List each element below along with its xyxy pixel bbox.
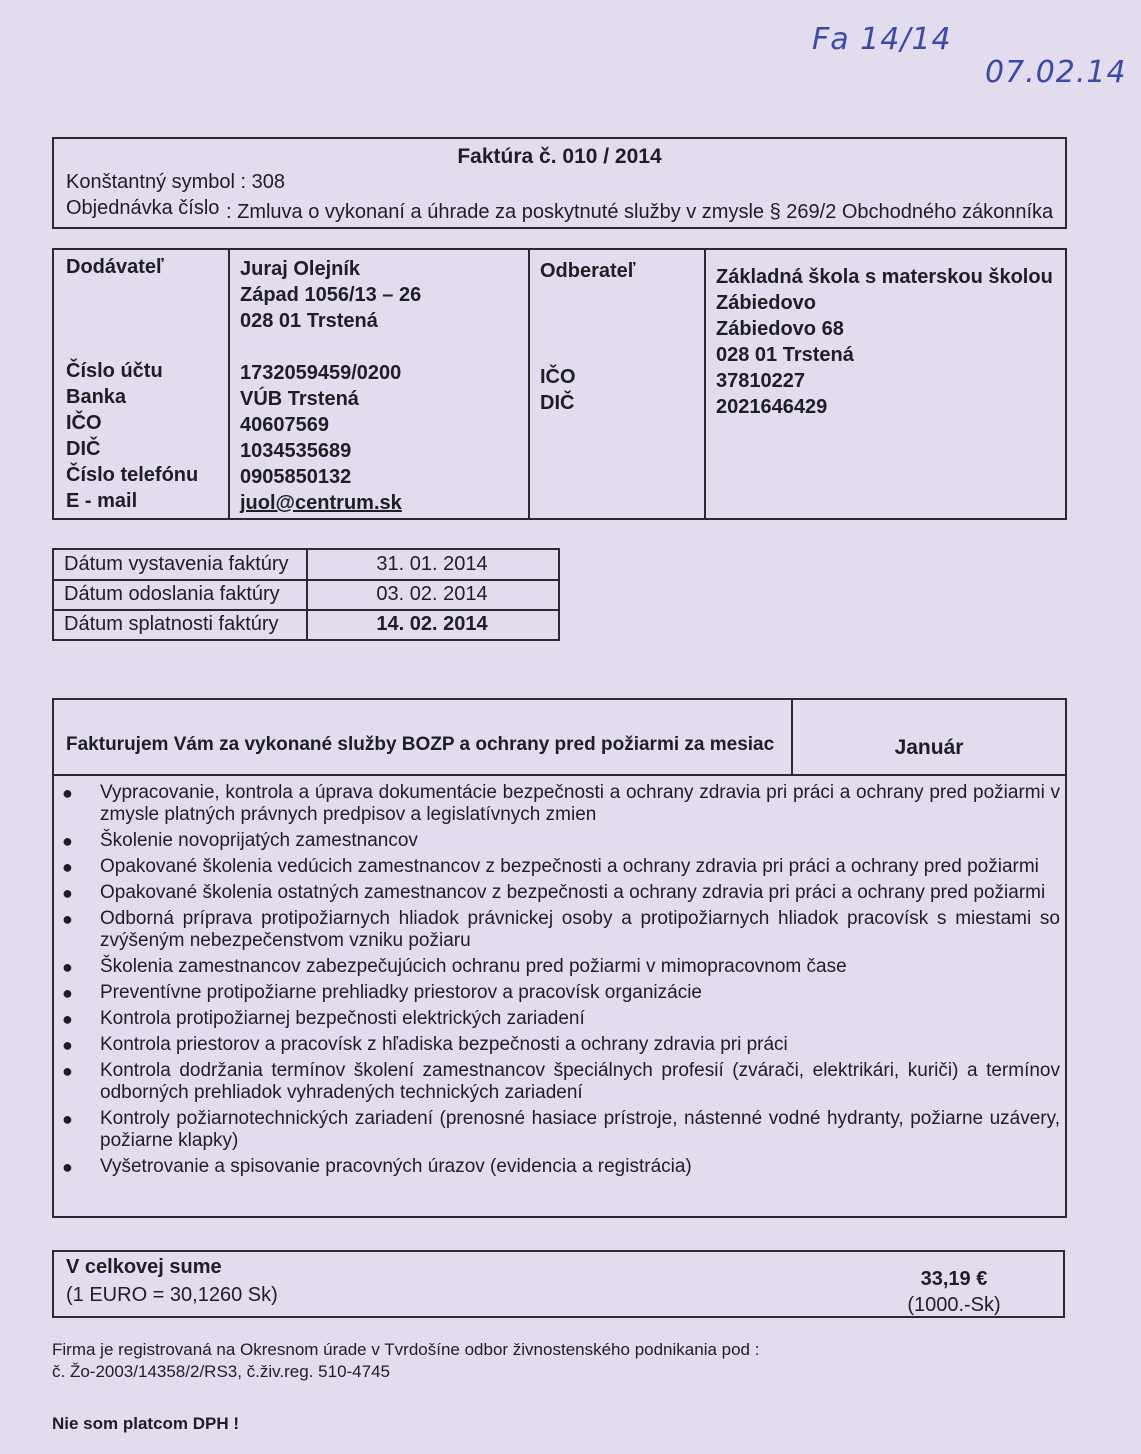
parties-divider-2 xyxy=(528,250,530,518)
date-issued-label: Dátum vystavenia faktúry xyxy=(64,553,289,575)
total-label: V celkovej sume xyxy=(66,1256,222,1278)
bullet-icon: ● xyxy=(62,1109,73,1129)
footer-registration-line1: Firma je registrovaná na Okresnom úrade v Tvrdošíne odbor živnostenského podnikania pod : xyxy=(52,1340,760,1359)
service-text: Odborná príprava protipožiarnych hliadok právnickej osoby a protipožiarnych hliadok pracovísk s miestami so zvýšeným nebezpečenstvom vzniku požiaru xyxy=(100,908,1060,951)
bullet-icon: ● xyxy=(62,857,73,877)
list-item xyxy=(62,1108,1060,1152)
parties-box xyxy=(52,248,1067,520)
date-issued-value: 31. 01. 2014 xyxy=(376,553,488,575)
bullet-icon: ● xyxy=(62,957,73,977)
date-row-issued xyxy=(54,550,558,580)
supplier-email-value: juol@centrum.sk xyxy=(240,492,402,514)
service-text: Vypracovanie, kontrola a úprava dokumentácie bezpečnosti a ochrany zdravia pri práci a ochrany pred požiarmi v zmysle platných právnych predpisov a legislatívnych zmien xyxy=(100,782,1060,825)
list-item xyxy=(62,882,1060,904)
footer-registration-line2: č. Žo-2003/14358/2/RS3, č.živ.reg. 510-4745 xyxy=(52,1362,390,1381)
parties-divider-3 xyxy=(704,250,706,518)
list-item xyxy=(62,956,1060,978)
bullet-icon: ● xyxy=(62,1061,73,1081)
parties-divider-1 xyxy=(228,250,230,518)
service-text: Kontrola protipožiarnej bezpečnosti elektrických zariadení xyxy=(100,1008,585,1029)
list-item xyxy=(62,830,1060,852)
handwritten-date: 07.02.14 xyxy=(985,55,1127,90)
services-list xyxy=(62,782,1060,1182)
invoice-header-box xyxy=(52,137,1067,229)
list-item xyxy=(62,908,1060,952)
exchange-rate: (1 EURO = 30,1260 Sk) xyxy=(66,1284,278,1306)
bullet-icon: ● xyxy=(62,783,73,803)
service-text: Školenie novoprijatých zamestnancov xyxy=(100,830,418,851)
vat-note: Nie som platcom DPH ! xyxy=(52,1414,240,1433)
date-row-sent xyxy=(54,580,558,610)
service-text: Školenia zamestnancov zabezpečujúcich ochranu pred požiarmi v mimopracovnom čase xyxy=(100,956,847,977)
service-text: Kontrola dodržania termínov školení zamestnancov špeciálnych profesií (zvárači, elektrikári, kuriči) a termínov odborných prehliadok vyhradených technických zariadení xyxy=(100,1060,1060,1103)
customer-name-line2: Zábiedovo xyxy=(716,292,817,314)
customer-dic-label: DIČ xyxy=(540,392,575,414)
supplier-dic-value: 1034535689 xyxy=(240,440,352,462)
supplier-city: 028 01 Trstená xyxy=(240,310,378,332)
services-heading-line xyxy=(54,774,1065,776)
date-sent-value: 03. 02. 2014 xyxy=(376,583,488,605)
total-box xyxy=(52,1250,1065,1318)
bullet-icon: ● xyxy=(62,831,73,851)
supplier-bank-value: VÚB Trstená xyxy=(240,388,359,410)
supplier-title: Dodávateľ xyxy=(66,256,164,278)
list-item xyxy=(62,856,1060,878)
bullet-icon: ● xyxy=(62,883,73,903)
supplier-account-value: 1732059459/0200 xyxy=(240,362,402,384)
supplier-name: Juraj Olejník xyxy=(240,258,361,280)
list-item xyxy=(62,1008,1060,1030)
customer-city: 028 01 Trstená xyxy=(716,344,854,366)
services-month: Január xyxy=(894,736,964,759)
service-text: Kontrola priestorov a pracovísk z hľadiska bezpečnosti a ochrany zdravia pri práci xyxy=(100,1034,788,1055)
order-number-value: : Zmluva o vykonaní a úhrade za poskytnuté služby v zmysle § 269/2 Obchodného zákonníka xyxy=(226,201,1054,223)
supplier-phone-label: Číslo telefónu xyxy=(66,464,199,486)
date-due-value: 14. 02. 2014 xyxy=(376,613,488,635)
list-item xyxy=(62,1156,1060,1178)
constant-symbol: Konštantný symbol : 308 xyxy=(66,171,286,193)
service-text: Vyšetrovanie a spisovanie pracovných úrazov (evidencia a registrácia) xyxy=(100,1156,692,1177)
bullet-icon: ● xyxy=(62,983,73,1003)
bullet-icon: ● xyxy=(62,1035,73,1055)
handwritten-reference: Fa 14/14 xyxy=(812,22,952,57)
list-item xyxy=(62,1060,1060,1104)
supplier-ico-value: 40607569 xyxy=(240,414,329,436)
customer-name-line1: Základná škola s materskou školou xyxy=(716,266,1053,288)
service-text: Preventívne protipožiarne prehliadky priestorov a pracovísk organizácie xyxy=(100,982,702,1003)
order-number-label: Objednávka číslo xyxy=(66,197,220,219)
supplier-dic-label: DIČ xyxy=(66,438,101,460)
date-due-label: Dátum splatnosti faktúry xyxy=(64,613,279,635)
supplier-bank-label: Banka xyxy=(66,386,127,408)
service-text: Opakované školenia vedúcich zamestnancov z bezpečnosti a ochrany zdravia pri práci a ochrany pred požiarmi xyxy=(100,856,1039,877)
bullet-icon: ● xyxy=(62,909,73,929)
list-item xyxy=(62,782,1060,826)
supplier-email-label: E - mail xyxy=(66,490,138,512)
date-row-due xyxy=(54,610,558,640)
bullet-icon: ● xyxy=(62,1157,73,1177)
customer-dic-value: 2021646429 xyxy=(716,396,828,418)
list-item xyxy=(62,1034,1060,1056)
supplier-street: Západ 1056/13 – 26 xyxy=(240,284,422,306)
dates-box xyxy=(52,548,560,641)
bullet-icon: ● xyxy=(62,1009,73,1029)
service-text: Opakované školenia ostatných zamestnancov z bezpečnosti a ochrany zdravia pri práci a ochrany pred požiarmi xyxy=(100,882,1046,903)
services-heading: Fakturujem Vám za vykonané služby BOZP a ochrany pred požiarmi za mesiac xyxy=(66,734,775,755)
list-item xyxy=(62,982,1060,1004)
customer-ico-value: 37810227 xyxy=(716,370,805,392)
date-sent-label: Dátum odoslania faktúry xyxy=(64,583,280,605)
total-amount: 33,19 € xyxy=(920,1268,988,1290)
invoice-title: Faktúra č. 010 / 2014 xyxy=(457,145,662,168)
supplier-account-label: Číslo účtu xyxy=(66,360,163,382)
customer-street: Zábiedovo 68 xyxy=(716,318,844,340)
customer-title: Odberateľ xyxy=(540,260,636,282)
customer-ico-label: IČO xyxy=(540,366,576,388)
supplier-phone-value: 0905850132 xyxy=(240,466,352,488)
service-text: Kontroly požiarnotechnických zariadení (prenosné hasiace prístroje, nástenné vodné hydranty, požiarne uzávery, požiarne klapky) xyxy=(100,1108,1060,1151)
total-amount-sk: (1000.-Sk) xyxy=(907,1294,1001,1316)
supplier-ico-label: IČO xyxy=(66,412,102,434)
